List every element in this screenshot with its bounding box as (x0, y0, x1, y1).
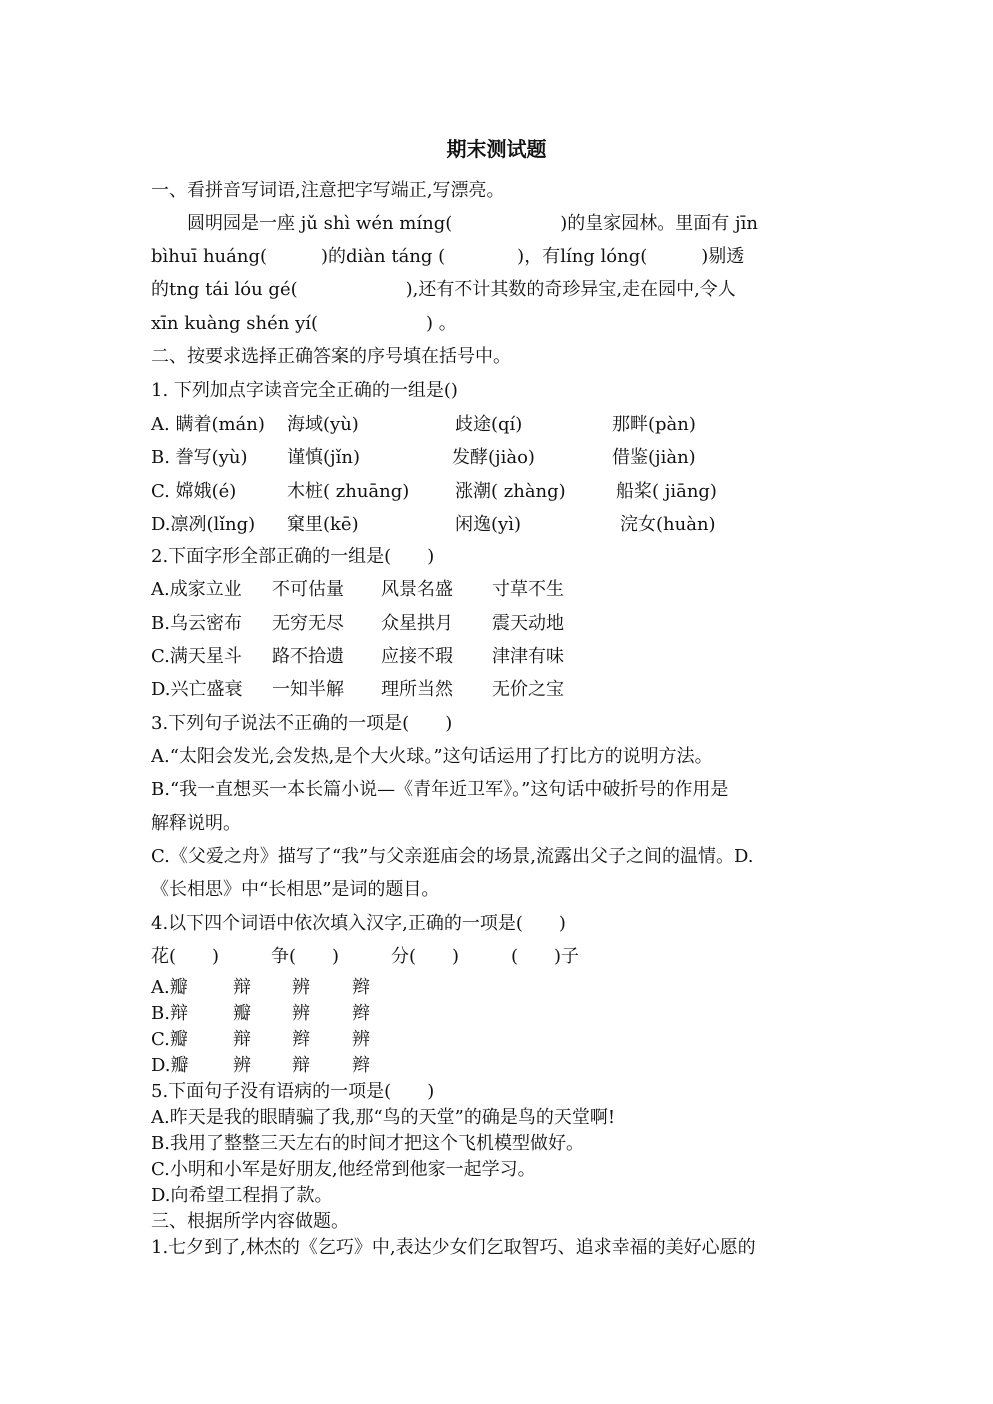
q4-option-c-4: 辨 (352, 1029, 370, 1050)
q5-option-b: B.我用了整整三天左右的时间才把这个飞机模型做好。 (151, 1133, 584, 1154)
q2-option-d-2: 一知半解 (272, 679, 344, 700)
q4-option-c-1: C.瓣 (151, 1029, 188, 1050)
section-2-heading: 二、按要求选择正确答案的序号填在括号中。 (151, 346, 511, 367)
q2-stem: 2.下面字形全部正确的一组是( ) (151, 546, 435, 567)
q2-option-b-2: 无穷无尽 (272, 613, 344, 634)
q4-option-c-2: 辩 (233, 1029, 251, 1050)
page-title: 期末测试题 (446, 137, 547, 161)
q3-option-b: B.“我一直想买一本长篇小说—《青年近卫军》。”这句话中破折号的作用是 (151, 779, 729, 800)
q5-stem: 5.下面句子没有语病的一项是( ) (151, 1081, 435, 1102)
q1-option-b-2: 谨慎(jǐn) (287, 447, 360, 468)
q4-blank-2: 争( ) (271, 946, 340, 967)
q2-option-a-1: A.成家立业 (151, 579, 242, 600)
q1-option-d-2: 窠里(kē) (287, 514, 359, 535)
pinyin-line-3: 的tng tái lóu gé( ),还有不计其数的奇珍异宝,走在园中,令人 (151, 279, 736, 300)
q4-option-a-3: 辨 (292, 977, 310, 998)
q1-option-b-4: 借鉴(jiàn) (612, 447, 696, 468)
q2-option-d-4: 无价之宝 (492, 679, 564, 700)
q2-option-a-3: 风景名盛 (381, 579, 453, 600)
q1-option-a-3: 歧途(qí) (455, 414, 523, 435)
q1-option-a-1: A. 瞒着(mán) (151, 414, 265, 435)
q1-option-c-1: C. 嫦娥(é) (151, 481, 237, 502)
q2-option-b-4: 震天动地 (492, 613, 564, 634)
pinyin-line-1: 圆明园是一座 jǔ shì wén míng( )的皇家园林。里面有 jīn (151, 213, 758, 234)
q2-option-b-3: 众星拱月 (381, 613, 453, 634)
q4-blank-1: 花( ) (151, 946, 220, 967)
q4-option-b-4: 辫 (352, 1003, 370, 1024)
q3-option-a: A.“太阳会发光,会发热,是个大火球。”这句话运用了打比方的说明方法。 (151, 746, 713, 767)
q4-option-d-2: 辨 (233, 1055, 251, 1076)
q3-option-d: 《长相思》中“长相思”是词的题目。 (151, 879, 440, 900)
q1-option-d-1: D.凛冽(lǐng) (151, 514, 256, 535)
q2-option-c-3: 应接不瑕 (381, 646, 453, 667)
q2-option-c-1: C.满天星斗 (151, 646, 242, 667)
q3-option-c: C.《父爱之舟》描写了“我”与父亲逛庙会的场景,流露出父子之间的温情。D. (151, 846, 754, 867)
q4-option-c-3: 辫 (292, 1029, 310, 1050)
q1-option-d-3: 闲逸(yì) (455, 514, 521, 535)
q4-blank-4: ( )子 (511, 946, 580, 967)
q4-stem: 4.以下四个词语中依次填入汉字,正确的一项是( ) (151, 913, 566, 934)
q1-option-b-3: 发酵(jiào) (452, 447, 535, 468)
q3-option-b-cont: 解释说明。 (151, 813, 241, 834)
q4-option-d-3: 辩 (292, 1055, 310, 1076)
pinyin-line-4: xīn kuàng shén yí( ) 。 (151, 313, 457, 334)
q4-option-d-1: D.瓣 (151, 1055, 189, 1076)
q1-option-d-4: 浣女(huàn) (620, 514, 716, 535)
q4-option-d-4: 辫 (352, 1055, 370, 1076)
section-3-heading: 三、根据所学内容做题。 (151, 1211, 349, 1232)
q1-stem: 1. 下列加点字读音完全正确的一组是() (151, 380, 458, 401)
s3-q1-line: 1.七夕到了,林杰的《乞巧》中,表达少女们乞取智巧、追求幸福的美好心愿的 (151, 1237, 756, 1258)
q3-stem: 3.下列句子说法不正确的一项是( ) (151, 713, 453, 734)
q5-option-a: A.昨天是我的眼睛骗了我,那“鸟的天堂”的确是鸟的天堂啊! (151, 1107, 616, 1128)
q5-option-c: C.小明和小军是好朋友,他经常到他家一起学习。 (151, 1159, 536, 1180)
q2-option-c-2: 路不拾遗 (272, 646, 344, 667)
q4-option-b-3: 辨 (292, 1003, 310, 1024)
q4-blank-3: 分( ) (391, 946, 460, 967)
q1-option-c-4: 船桨( jiāng) (616, 481, 717, 502)
q2-option-d-1: D.兴亡盛衰 (151, 679, 243, 700)
q1-option-a-4: 那畔(pàn) (612, 414, 696, 435)
q1-option-b-1: B. 誊写(yù) (151, 447, 248, 468)
q1-option-c-2: 木桩( zhuāng) (287, 481, 410, 502)
q2-option-d-3: 理所当然 (381, 679, 453, 700)
q4-option-a-1: A.瓣 (151, 977, 188, 998)
section-1-heading: 一、看拼音写词语,注意把字写端正,写漂亮。 (151, 180, 505, 201)
q1-option-c-3: 涨潮( zhàng) (455, 481, 566, 502)
q2-option-b-1: B.乌云密布 (151, 613, 242, 634)
q4-option-a-2: 辩 (233, 977, 251, 998)
pinyin-line-2: bìhuī huáng( )的diàn táng ( )，有líng lóng( )剔透 (151, 246, 745, 267)
q1-option-a-2: 海域(yù) (287, 414, 359, 435)
q4-option-b-2: 瓣 (233, 1003, 251, 1024)
q2-option-c-4: 津津有味 (492, 646, 564, 667)
q2-option-a-4: 寸草不生 (492, 579, 564, 600)
q4-option-b-1: B.辩 (151, 1003, 188, 1024)
q4-option-a-4: 辫 (352, 977, 370, 998)
q5-option-d: D.向希望工程捐了款。 (151, 1185, 333, 1206)
q2-option-a-2: 不可估量 (272, 579, 344, 600)
